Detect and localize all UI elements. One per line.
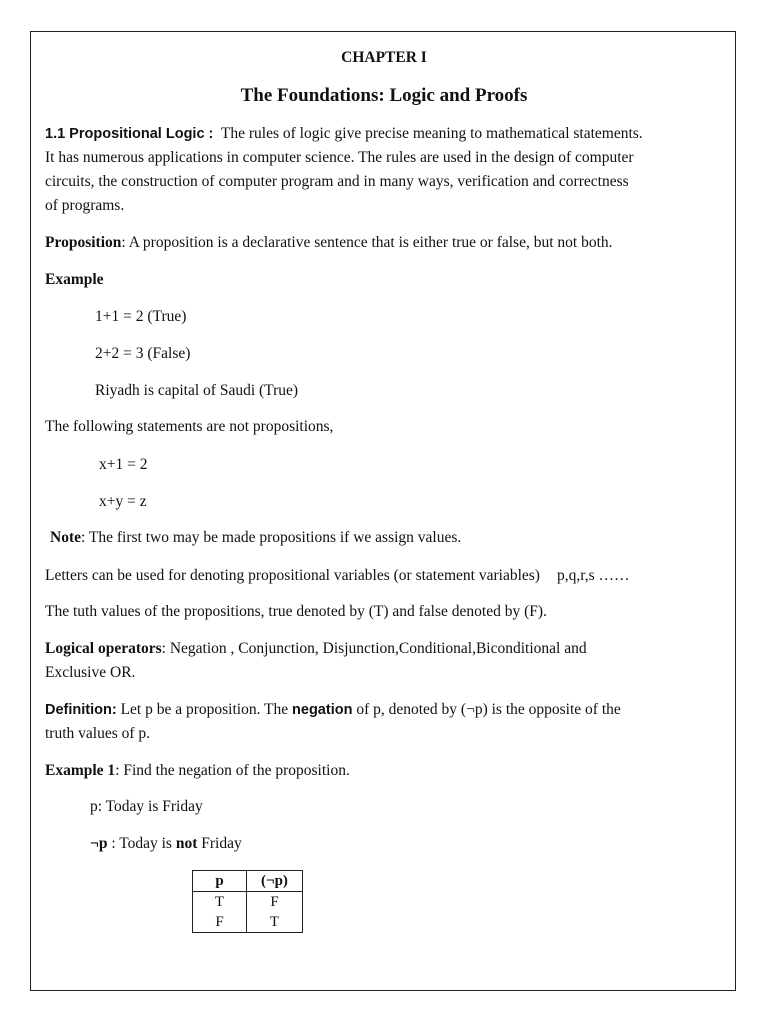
- not-proposition-item: x+1 = 2: [99, 456, 148, 473]
- negation-symbol: ¬p: [466, 701, 483, 718]
- table-row: [193, 912, 303, 933]
- intro-text-1: The rules of logic give precise meaning to mathematical statements.: [220, 125, 643, 142]
- letters-line: [45, 564, 630, 588]
- example-1-line: [45, 759, 350, 783]
- not-propositions-intro: The following statements are not propositions,: [45, 418, 334, 435]
- section-heading: 1.1 Propositional Logic :: [45, 126, 214, 142]
- table-cell: F: [193, 912, 247, 933]
- table-cell: T: [247, 912, 303, 933]
- intro-line-2: It has numerous applications in computer science. The rules are used in the design of computer: [45, 149, 634, 166]
- note-text: : The first two may be made propositions if we assign values.: [81, 529, 462, 546]
- example-item: 2+2 = 3 (False): [95, 345, 191, 362]
- note: [50, 526, 461, 550]
- chapter-label: CHAPTER I: [341, 49, 427, 66]
- operators-term: Logical operators: [45, 640, 162, 657]
- truth-table-header: (¬p): [247, 871, 303, 892]
- negation-keyword: negation: [292, 702, 353, 718]
- operators-text: : Negation , Conjunction, Disjunction,Conditional,Biconditional and: [161, 640, 587, 657]
- p-statement: p: Today is Friday: [90, 798, 203, 815]
- truth-table-header-row: [193, 871, 303, 892]
- table-cell: T: [193, 892, 247, 913]
- not-keyword: not: [175, 835, 198, 852]
- truth-table: [192, 870, 303, 933]
- negated-symbol: ¬p: [90, 835, 108, 852]
- not-proposition-item: x+y = z: [99, 493, 147, 510]
- example-1-text: : Find the negation of the proposition.: [115, 762, 350, 779]
- table-row: [193, 892, 303, 913]
- example-item: 1+1 = 2 (True): [95, 308, 187, 325]
- example-1-term: Example 1: [45, 762, 116, 779]
- intro-line-4: of programs.: [45, 197, 125, 214]
- definition-term: Definition:: [45, 702, 117, 718]
- truth-table-header: p: [193, 871, 247, 892]
- operators-line-2: Exclusive OR.: [45, 664, 136, 681]
- table-cell: F: [247, 892, 303, 913]
- note-term: Note: [50, 529, 81, 546]
- proposition-term: Proposition: [45, 234, 122, 251]
- definition-line-2: truth values of p.: [45, 725, 151, 742]
- definition-part-2: of p, denoted by (: [352, 701, 467, 718]
- definition-line-1: [45, 698, 621, 722]
- operators-line-1: [45, 637, 587, 661]
- example-item: Riyadh is capital of Saudi (True): [95, 382, 299, 399]
- definition-part-1: Let p be a proposition. The: [116, 701, 293, 718]
- intro-line-3: circuits, the construction of computer program and in many ways, verification and correctness: [45, 173, 629, 190]
- negated-statement: [90, 832, 242, 856]
- page-title: The Foundations: Logic and Proofs: [240, 85, 528, 106]
- letters-text: Letters can be used for denoting propositional variables (or statement variables): [45, 567, 540, 584]
- negated-part-1: : Today is: [107, 835, 176, 852]
- negated-part-2: Friday: [197, 835, 242, 852]
- definition-part-3: ) is the opposite of the: [482, 701, 621, 718]
- intro-line-1: [45, 122, 643, 146]
- example-heading: Example: [45, 271, 104, 288]
- proposition-definition: [45, 231, 613, 255]
- proposition-text: : A proposition is a declarative sentence that is either true or false, but not both.: [121, 234, 613, 251]
- truth-values-line: The tuth values of the propositions, true denoted by (T) and false denoted by (F).: [45, 603, 547, 620]
- letters-vars: p,q,r,s ……: [556, 567, 630, 584]
